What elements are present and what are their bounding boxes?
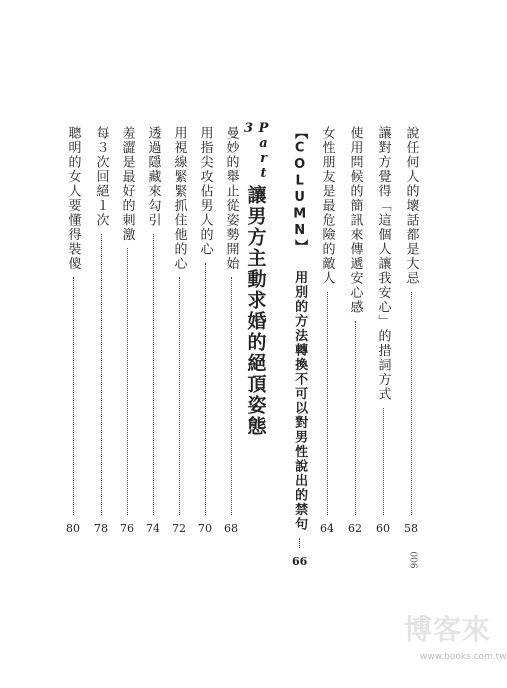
toc-entry-title: 每３次回絕１次 xyxy=(93,126,109,228)
part-title: 讓男方主動求婚的絕頂姿態 xyxy=(244,185,267,437)
dot-leader xyxy=(179,277,180,515)
toc-entry[interactable] xyxy=(146,126,160,534)
page-number: 006 xyxy=(407,551,418,569)
toc-entry[interactable] xyxy=(94,126,108,534)
toc-entry-title: 用指尖攻佔男人的心 xyxy=(197,126,213,257)
dot-leader xyxy=(299,538,300,548)
watermark-url: www.books.com.tw xyxy=(420,652,507,662)
part-label: Part 3 xyxy=(241,121,271,181)
toc-entry[interactable] xyxy=(66,126,80,534)
toc-page-number: 58 xyxy=(404,522,418,535)
toc-entry-title: 用視線緊緊抓住他的心 xyxy=(171,126,187,271)
dot-leader xyxy=(101,234,102,516)
dot-leader xyxy=(205,263,206,516)
toc-entry[interactable] xyxy=(320,126,334,534)
toc-page-number: 72 xyxy=(172,522,186,535)
toc-entry[interactable] xyxy=(172,126,186,534)
toc-entry[interactable] xyxy=(404,126,418,534)
toc-entry-title: 聰明的女人要懂得裝傻 xyxy=(65,126,81,271)
dot-leader xyxy=(383,408,384,516)
toc-page-number: 80 xyxy=(66,522,80,535)
dot-leader xyxy=(231,277,232,515)
part-heading xyxy=(241,121,271,437)
toc-entry[interactable] xyxy=(198,126,212,534)
dot-leader xyxy=(327,292,328,516)
dot-leader xyxy=(153,234,154,516)
toc-entry[interactable] xyxy=(348,126,362,534)
toc-page-number: 76 xyxy=(120,522,134,535)
toc-entry[interactable] xyxy=(120,126,134,534)
toc-page-number: 68 xyxy=(224,522,238,535)
toc-page-number: 74 xyxy=(146,522,160,535)
toc-entry[interactable] xyxy=(224,126,238,534)
toc-entry-title: 說任何人的壞話都是大忌 xyxy=(403,126,419,286)
toc-page-number: 70 xyxy=(198,522,212,535)
toc-page-number: 64 xyxy=(320,522,334,535)
toc-entry-title: 使用問候的簡訊來傳遞安心感 xyxy=(347,126,363,315)
toc-entry-title: 女性朋友是最危險的敵人 xyxy=(319,126,335,286)
toc-page-number: 66 xyxy=(292,554,308,568)
dot-leader xyxy=(355,321,356,516)
toc-entry-title: 【COLUMN】 用別的方法轉換不可以對男性說出的禁句 xyxy=(292,126,308,532)
watermark-logo: 博客來 xyxy=(404,613,492,646)
toc-entry[interactable] xyxy=(376,126,390,534)
toc-entry-title: 透過隱藏來勾引 xyxy=(145,126,161,228)
toc-entry-title: 讓對方覺得「這個人讓我安心」的措詞方式 xyxy=(375,126,391,402)
toc-page-number: 62 xyxy=(348,522,362,535)
dot-leader xyxy=(127,248,128,515)
toc-page-number: 60 xyxy=(376,522,390,535)
toc-entry-column[interactable] xyxy=(292,126,308,568)
toc-entry-title: 曼妙的舉止從姿勢開始 xyxy=(223,126,239,271)
dot-leader xyxy=(73,277,74,515)
toc-page-number: 78 xyxy=(94,522,108,535)
dot-leader xyxy=(411,292,412,516)
toc-entry-title: 羞澀是最好的刺激 xyxy=(119,126,135,242)
